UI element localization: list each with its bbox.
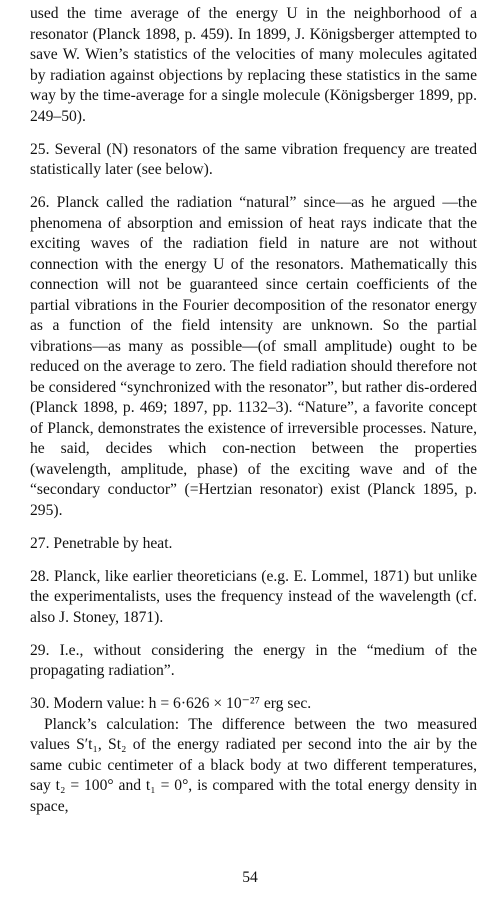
footnote-26: 26. Planck called the radiation “natural” since—as he argued —the phenomena of absorption and emission of heat rays indicate that the exciting waves of the radiation field in nature are not without connection with the energy U of the resonators. Mathematically this connection will not be guaranteed since certain coefficients of the partial vibrations in the Fourier decomposition of the resonator energy as a function of the field intensity are unknown. So the partial vibrations—as many as possible—(of small amplitude) ought to be reduced on the average to zero. The field radiation should therefore not be considered “synchronized with the resonator”, but rather dis-ordered (Planck 1898, p. 469; 1897, pp. 1132–3). “Nature”, a favorite concept of Planck, demonstrates the existence of irreversible processes. Nature, he said, decides which con-nection between the properties (wavelength, amplitude, phase) of the exciting wave and of the “secondary conductor” (=Hertzian resonator) exist (Planck 1895, p. 295). [30, 194, 477, 519]
footnote-28: 28. Planck, like earlier theoreticians (e.g. E. Lommel, 1871) but unlike the experimentalists, uses the frequency instead of the wavelength (cf. also J. Stoney, 1871). [30, 567, 477, 626]
footnote-29: 29. I.e., without considering the energy in the “medium of the propagating radiation”. [30, 641, 477, 679]
footnote-25: 25. Several (N) resonators of the same vibration frequency are treated statistically later (see below). [30, 140, 477, 178]
page-number: 54 [242, 869, 258, 886]
footnote-30: 30. Modern value: h = 6·626 × 10⁻²⁷ erg sec. [30, 695, 312, 712]
footnote-30-continuation: Planck’s calculation: The difference between the two measured values S′t₁, St₂ of the energy radiated per second into the air by the same cubic centimeter of a black body at two different temperatures, say t₂ = 100° and t₁ = 0°, is compared with the total energy density in space, [30, 715, 477, 815]
intro-paragraph: used the time average of the energy U in the neighborhood of a resonator (Planck 1898, p. 459). In 1899, J. Königsberger attempted to save W. Wien’s statistics of the velocities of many molecules agitated by radiation against objections by replacing these statistics in the same way by the time-average for a single molecule (Königsberger 1899, pp. 249–50). [30, 5, 477, 125]
footnote-27: 27. Penetrable by heat. [30, 534, 173, 552]
document-page [30, 4, 477, 817]
